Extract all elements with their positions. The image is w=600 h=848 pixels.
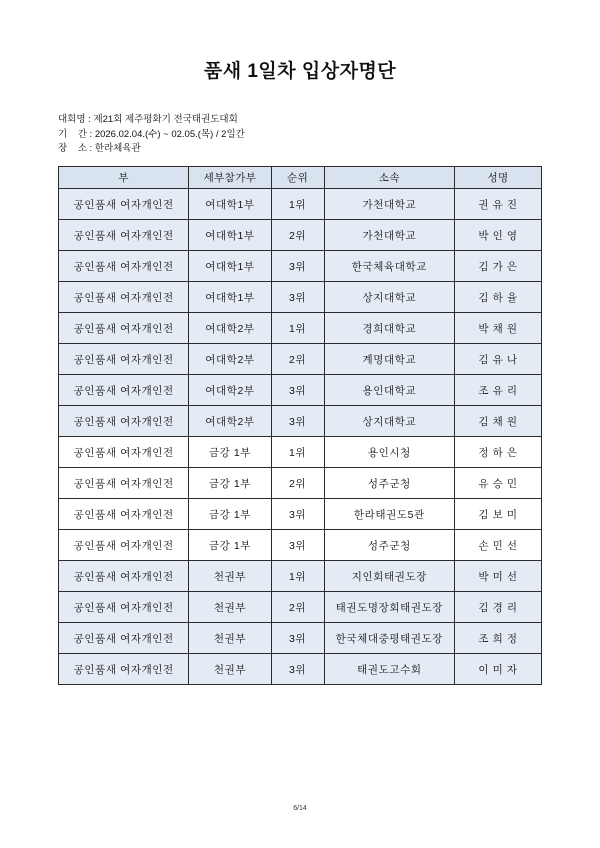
- cell-organization: 가천대학교: [324, 220, 454, 251]
- cell-organization: 태권도명장회태권도장: [324, 592, 454, 623]
- cell-subdivision: 천권부: [189, 561, 271, 592]
- cell-division: 공인품새 여자개인전: [59, 437, 189, 468]
- cell-subdivision: 천권부: [189, 654, 271, 685]
- cell-rank: 3위: [271, 623, 324, 654]
- cell-rank: 3위: [271, 375, 324, 406]
- cell-division: 공인품새 여자개인전: [59, 530, 189, 561]
- table-row: [59, 220, 542, 251]
- cell-organization: 용인시청: [324, 437, 454, 468]
- cell-division: 공인품새 여자개인전: [59, 344, 189, 375]
- cell-name: 조 유 리: [455, 375, 542, 406]
- table-row: [59, 530, 542, 561]
- cell-division: 공인품새 여자개인전: [59, 251, 189, 282]
- cell-name: 조 희 정: [455, 623, 542, 654]
- table-row: [59, 654, 542, 685]
- column-header-division: 부: [59, 167, 189, 189]
- table-row: [59, 437, 542, 468]
- table-row: [59, 623, 542, 654]
- cell-organization: 한국체육대학교: [324, 251, 454, 282]
- cell-subdivision: 금강 1부: [189, 499, 271, 530]
- results-table-body: [59, 189, 542, 685]
- cell-organization: 태권도고수회: [324, 654, 454, 685]
- cell-division: 공인품새 여자개인전: [59, 561, 189, 592]
- cell-subdivision: 여대학2부: [189, 406, 271, 437]
- cell-division: 공인품새 여자개인전: [59, 282, 189, 313]
- cell-name: 김 채 원: [455, 406, 542, 437]
- cell-subdivision: 금강 1부: [189, 468, 271, 499]
- cell-division: 공인품새 여자개인전: [59, 592, 189, 623]
- cell-division: 공인품새 여자개인전: [59, 220, 189, 251]
- cell-rank: 3위: [271, 251, 324, 282]
- cell-name: 김 가 은: [455, 251, 542, 282]
- cell-organization: 지인회태권도장: [324, 561, 454, 592]
- cell-division: 공인품새 여자개인전: [59, 468, 189, 499]
- cell-rank: 2위: [271, 220, 324, 251]
- cell-subdivision: 금강 1부: [189, 530, 271, 561]
- cell-organization: 한라태권도5관: [324, 499, 454, 530]
- cell-subdivision: 금강 1부: [189, 437, 271, 468]
- cell-rank: 1위: [271, 313, 324, 344]
- meta-venue: 장 소 : 한라체육관: [58, 143, 141, 155]
- cell-subdivision: 여대학2부: [189, 375, 271, 406]
- cell-division: 공인품새 여자개인전: [59, 406, 189, 437]
- cell-subdivision: 여대학2부: [189, 313, 271, 344]
- cell-subdivision: 여대학1부: [189, 251, 271, 282]
- cell-organization: 상지대학교: [324, 282, 454, 313]
- cell-name: 유 승 민: [455, 468, 542, 499]
- cell-name: 손 민 선: [455, 530, 542, 561]
- table-row: [59, 313, 542, 344]
- cell-rank: 3위: [271, 499, 324, 530]
- cell-subdivision: 천권부: [189, 623, 271, 654]
- cell-organization: 용인대학교: [324, 375, 454, 406]
- table-row: [59, 375, 542, 406]
- cell-division: 공인품새 여자개인전: [59, 654, 189, 685]
- cell-name: 박 인 영: [455, 220, 542, 251]
- cell-subdivision: 여대학1부: [189, 282, 271, 313]
- cell-subdivision: 여대학2부: [189, 344, 271, 375]
- cell-name: 김 유 나: [455, 344, 542, 375]
- cell-division: 공인품새 여자개인전: [59, 189, 189, 220]
- cell-rank: 3위: [271, 654, 324, 685]
- cell-subdivision: 여대학1부: [189, 220, 271, 251]
- cell-organization: 상지대학교: [324, 406, 454, 437]
- table-row: [59, 344, 542, 375]
- cell-subdivision: 여대학1부: [189, 189, 271, 220]
- page-number: 6/14: [293, 805, 307, 812]
- competition-meta: [58, 113, 542, 157]
- cell-rank: 1위: [271, 189, 324, 220]
- cell-division: 공인품새 여자개인전: [59, 499, 189, 530]
- cell-organization: 성주군청: [324, 468, 454, 499]
- cell-organization: 경희대학교: [324, 313, 454, 344]
- cell-rank: 1위: [271, 437, 324, 468]
- cell-name: 박 채 원: [455, 313, 542, 344]
- cell-name: 김 하 율: [455, 282, 542, 313]
- cell-rank: 3위: [271, 530, 324, 561]
- cell-organization: 가천대학교: [324, 189, 454, 220]
- results-table: [58, 166, 542, 685]
- column-header-name: 성명: [455, 167, 542, 189]
- cell-name: 김 경 리: [455, 592, 542, 623]
- cell-division: 공인품새 여자개인전: [59, 375, 189, 406]
- table-header-row: [59, 167, 542, 189]
- table-row: [59, 592, 542, 623]
- table-row: [59, 282, 542, 313]
- table-row: [59, 499, 542, 530]
- column-header-rank: 순위: [271, 167, 324, 189]
- meta-competition-name: 대회명 : 제21회 제주평화기 전국태권도대회: [58, 114, 238, 125]
- cell-name: 이 미 자: [455, 654, 542, 685]
- table-row: [59, 561, 542, 592]
- cell-organization: 한국체대중평태권도장: [324, 623, 454, 654]
- cell-organization: 성주군청: [324, 530, 454, 561]
- cell-rank: 3위: [271, 406, 324, 437]
- table-row: [59, 251, 542, 282]
- meta-period: 기 간 : 2026.02.04.(수) ~ 02.05.(목) / 2일간: [58, 128, 245, 140]
- cell-organization: 계명대학교: [324, 344, 454, 375]
- table-row: [59, 189, 542, 220]
- cell-name: 권 유 진: [455, 189, 542, 220]
- cell-division: 공인품새 여자개인전: [59, 623, 189, 654]
- cell-rank: 1위: [271, 561, 324, 592]
- cell-name: 김 보 미: [455, 499, 542, 530]
- cell-rank: 3위: [271, 282, 324, 313]
- column-header-subdivision: 세부참가부: [189, 167, 271, 189]
- table-row: [59, 406, 542, 437]
- cell-rank: 2위: [271, 344, 324, 375]
- cell-division: 공인품새 여자개인전: [59, 313, 189, 344]
- cell-subdivision: 천권부: [189, 592, 271, 623]
- cell-name: 박 미 선: [455, 561, 542, 592]
- column-header-organization: 소속: [324, 167, 454, 189]
- page-title: 품새 1일차 입상자명단: [203, 61, 397, 82]
- table-row: [59, 468, 542, 499]
- cell-rank: 2위: [271, 468, 324, 499]
- cell-rank: 2위: [271, 592, 324, 623]
- cell-name: 정 하 은: [455, 437, 542, 468]
